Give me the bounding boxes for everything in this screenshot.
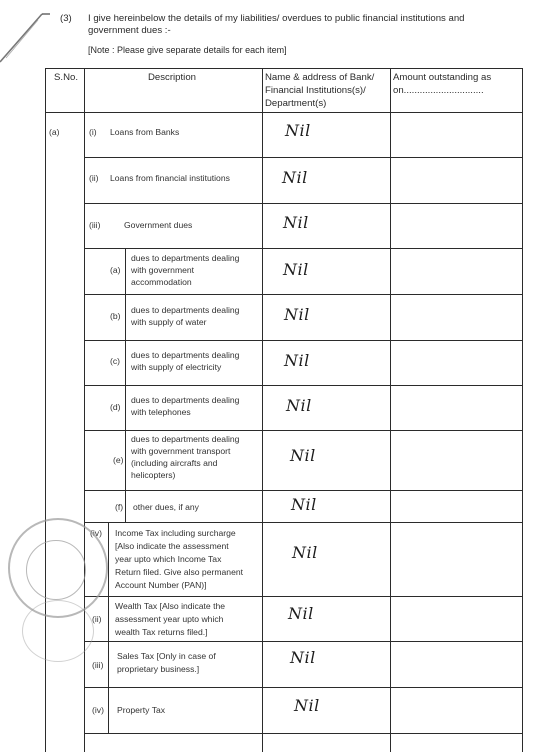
row-number: (ii)	[89, 173, 99, 183]
row-description: with government transport	[131, 446, 231, 456]
row-entry-handwritten: Nil	[292, 543, 318, 562]
row-number: (i)	[89, 127, 97, 137]
description-column-divider	[262, 68, 263, 752]
row-description: dues to departments dealing	[131, 395, 240, 405]
pen-mark-icon	[0, 0, 60, 70]
row-subitem: (b)	[110, 311, 121, 321]
row-subitem: (f)	[115, 502, 124, 512]
row-description: dues to departments dealing	[131, 350, 240, 360]
row-entry-handwritten: Nil	[283, 260, 309, 279]
subitem-column-divider	[108, 522, 109, 733]
row-subitem: (e)	[113, 455, 124, 465]
row-description: [Also indicate the assessment	[115, 541, 229, 551]
row-description: Property Tax	[117, 705, 166, 715]
row-divider	[84, 385, 522, 386]
row-description: Return filed. Give also permanent	[115, 567, 244, 577]
row-entry-handwritten: Nil	[283, 213, 309, 232]
col-header-bank-line3: Department(s)	[265, 98, 327, 109]
row-sno: (a)	[49, 127, 60, 137]
col-header-bank: Name & address of Bank/	[265, 72, 375, 83]
col-header-bank-line2: Financial Institutions(s)/	[265, 85, 366, 96]
table-border-right	[522, 68, 523, 752]
row-entry-handwritten: Nil	[284, 351, 310, 370]
row-divider	[84, 490, 522, 491]
row-number: (ii)	[92, 614, 102, 624]
row-description: Government dues	[124, 220, 193, 230]
row-entry-handwritten: Nil	[286, 396, 312, 415]
seal-stamp-inner-icon	[26, 540, 86, 600]
row-entry-handwritten: Nil	[285, 121, 311, 140]
row-divider	[84, 596, 522, 597]
table-border-top	[45, 68, 523, 69]
row-description: Loans from Banks	[110, 127, 180, 137]
seal-stamp-lower-icon	[22, 600, 94, 662]
row-entry-handwritten: Nil	[294, 696, 320, 715]
row-entry-handwritten: Nil	[282, 168, 308, 187]
row-number: (iii)	[92, 660, 104, 670]
row-description: wealth Tax returns filed.]	[115, 627, 208, 637]
row-description: year upto which Income Tax	[115, 554, 222, 564]
row-divider	[84, 203, 522, 204]
intro-text: I give hereinbelow the details of my liabilities/ overdues to public financial institutions and	[88, 13, 465, 24]
row-description: helicopters)	[131, 470, 176, 480]
row-divider	[84, 294, 522, 295]
row-number: (iv)	[90, 528, 102, 538]
row-description: Income Tax including surcharge	[115, 528, 236, 538]
bank-column-divider	[390, 68, 391, 752]
row-subitem: (d)	[110, 402, 121, 412]
row-divider	[84, 157, 522, 158]
subitem-column-divider	[125, 248, 126, 522]
row-description: assessment year upto which	[115, 614, 224, 624]
note-text: [Note : Please give separate details for each item]	[88, 45, 287, 55]
row-description: dues to departments dealing	[131, 253, 240, 263]
row-description: proprietary business.]	[117, 664, 200, 674]
row-description: with supply of electricity	[131, 362, 222, 372]
row-subitem: (a)	[110, 265, 121, 275]
item-number: (3)	[60, 13, 72, 24]
row-number: (iv)	[92, 705, 104, 715]
row-divider	[84, 340, 522, 341]
row-description: with telephones	[131, 407, 191, 417]
header-divider	[45, 112, 523, 113]
row-entry-handwritten: Nil	[291, 495, 317, 514]
row-description: accommodation	[131, 277, 192, 287]
row-subitem: (c)	[110, 356, 121, 366]
row-description: Account Number (PAN)]	[115, 580, 207, 590]
row-entry-handwritten: Nil	[290, 446, 316, 465]
col-header-amount: Amount outstanding as	[393, 72, 492, 83]
row-description: dues to departments dealing	[131, 305, 240, 315]
row-description: dues to departments dealing	[131, 434, 240, 444]
row-divider	[84, 687, 522, 688]
row-number: (iii)	[89, 220, 101, 230]
row-divider	[84, 733, 522, 734]
row-divider	[84, 430, 522, 431]
row-description: Sales Tax [Only in case of	[117, 651, 216, 661]
row-description: Wealth Tax [Also indicate the	[115, 601, 226, 611]
col-header-description: Description	[148, 72, 196, 83]
row-description: with government	[131, 265, 195, 275]
row-divider	[84, 522, 522, 523]
col-header-amount-line2: on..............................	[393, 85, 484, 96]
row-description: Loans from financial institutions	[110, 173, 230, 183]
row-entry-handwritten: Nil	[288, 604, 314, 623]
col-header-sno: S.No.	[54, 72, 78, 83]
row-divider	[84, 641, 522, 642]
intro-text-line2: government dues :-	[88, 25, 171, 36]
row-entry-handwritten: Nil	[290, 648, 316, 667]
row-description: (including aircrafts and	[131, 458, 218, 468]
row-entry-handwritten: Nil	[284, 305, 310, 324]
row-divider	[84, 248, 522, 249]
row-description: other dues, if any	[133, 502, 199, 512]
row-description: with supply of water	[131, 317, 207, 327]
